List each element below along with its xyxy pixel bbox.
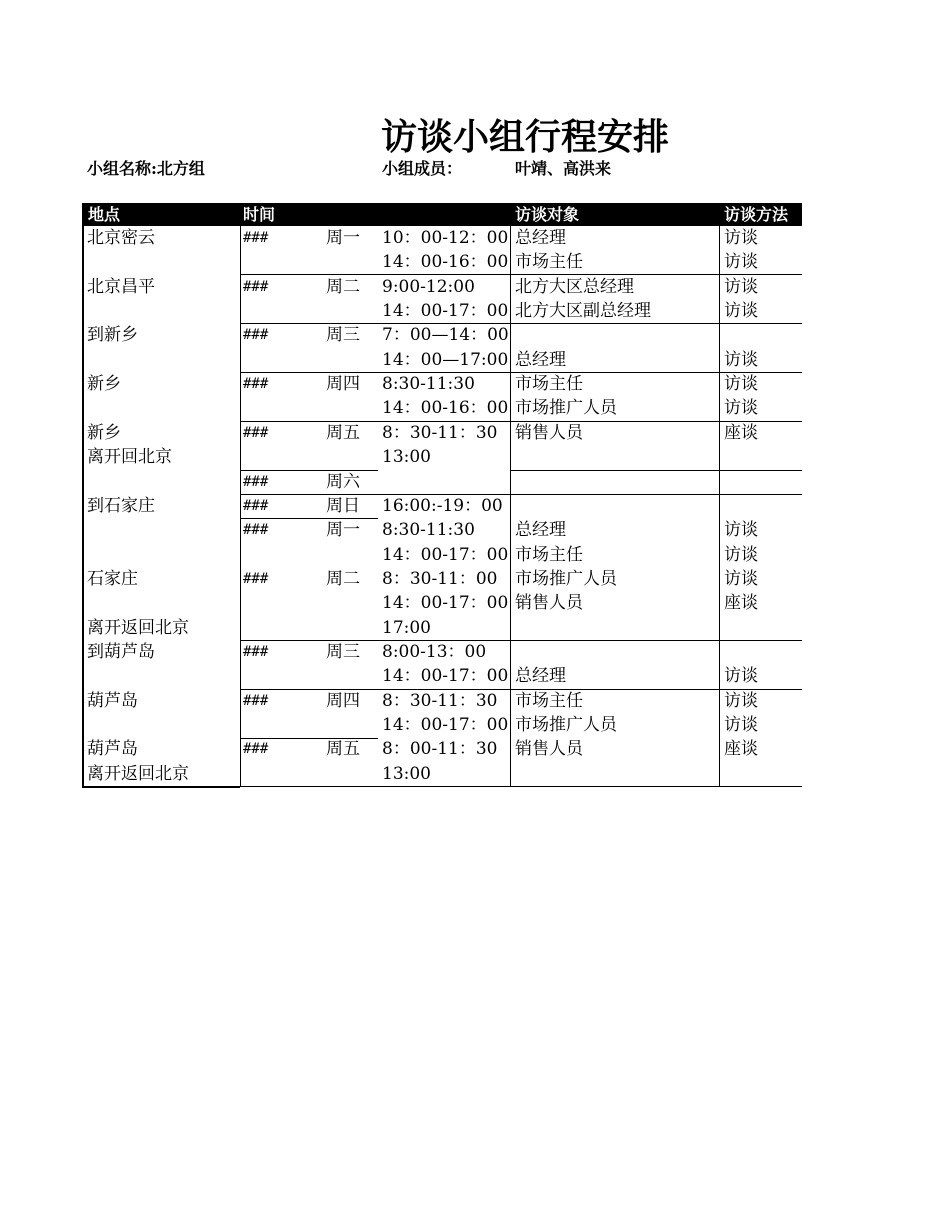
cell-time: 10：00-12：00 [382,228,509,248]
grid-line [510,226,511,787]
cell-weekday: 周二 [326,568,360,589]
cell-date: ### [243,570,269,587]
cell-place: 北京昌平 [87,276,155,297]
cell-method: 座谈 [724,739,758,760]
cell-target: 总经理 [515,228,566,248]
grid-line [510,470,802,471]
cell-target: 北方大区总经理 [515,276,634,297]
cell-method: 访谈 [724,715,758,735]
cell-time: 14：00-16：00 [382,398,509,419]
cell-weekday: 周一 [326,520,360,541]
cell-method: 访谈 [724,398,758,419]
cell-method: 访谈 [724,568,758,589]
cell-time: 8：30-11：00 [382,568,498,589]
cell-target: 市场主任 [515,690,583,711]
cell-date: ### [243,473,269,490]
cell-time: 14：00—17:00 [382,349,509,370]
cell-weekday: 周五 [326,739,360,760]
cell-time: 13:00 [382,763,431,784]
cell-date: ### [243,692,269,709]
cell-weekday: 周六 [326,471,360,492]
cell-time: 14：00-17：00 [382,715,509,735]
cell-target: 销售人员 [515,739,583,760]
cell-time: 8:30-11:30 [382,520,475,541]
cell-date: ### [243,643,269,660]
cell-weekday: 周一 [326,228,360,248]
cell-target: 总经理 [515,349,566,370]
cell-time: 8：30-11：30 [382,422,498,443]
cell-method: 访谈 [724,252,758,273]
cell-place: 北京密云 [87,228,155,248]
cell-weekday: 周二 [326,276,360,297]
cell-place: 石家庄 [87,568,138,589]
cell-target: 总经理 [515,520,566,541]
cell-date: ### [243,741,269,758]
cell-place: 离开返回北京 [87,617,189,638]
page-title: 访谈小组行程安排 [381,116,670,158]
cell-target: 总经理 [515,666,566,687]
cell-time: 16:00:-19：00 [382,495,503,516]
grid-line [240,470,378,471]
grid-line [240,323,802,324]
cell-time: 13:00 [382,447,431,468]
cell-target: 销售人员 [515,593,583,614]
grid-line [240,226,241,787]
cell-date: ### [243,230,269,246]
table-header [83,203,802,226]
cell-target: 销售人员 [515,422,583,443]
cell-place: 到石家庄 [87,495,155,516]
header-method: 访谈方法 [724,205,789,224]
cell-target: 市场推广人员 [515,568,617,589]
cell-weekday: 周四 [326,374,360,395]
cell-method: 访谈 [724,301,758,322]
cell-method: 访谈 [724,374,758,395]
grid-line [240,738,378,739]
cell-time: 7：00—14：00 [382,325,509,346]
cell-target: 市场推广人员 [515,398,617,419]
grid-line [240,494,802,495]
cell-weekday: 周日 [326,495,360,516]
cell-place: 新乡 [87,374,121,395]
group-name: 小组名称:北方组 [87,159,205,178]
cell-place: 到葫芦岛 [87,641,155,662]
cell-place: 离开返回北京 [87,763,189,784]
cell-method: 访谈 [724,228,758,248]
cell-time: 14：00-17：00 [382,301,509,322]
cell-method: 访谈 [724,520,758,541]
cell-target: 北方大区副总经理 [515,301,651,322]
cell-target: 市场主任 [515,374,583,395]
grid-line [240,689,802,690]
cell-time: 14：00-17：00 [382,666,509,687]
cell-method: 访谈 [724,666,758,687]
cell-date: ### [243,497,269,514]
cell-date: ### [243,327,269,344]
cell-time: 17:00 [382,617,431,638]
grid-line [240,421,802,422]
cell-place: 新乡 [87,422,121,443]
cell-weekday: 周三 [326,641,360,662]
members-label: 小组成员： [382,159,463,178]
cell-target: 市场主任 [515,252,583,273]
cell-method: 访谈 [724,349,758,370]
cell-time: 14：00-16：00 [382,252,509,273]
cell-time: 8：00-11：30 [382,739,498,760]
table-border [82,786,240,788]
table-border [82,203,84,788]
cell-date: ### [243,278,269,295]
cell-time: 14：00-17：00 [382,544,509,565]
grid-line [719,226,720,787]
cell-time: 8:30-11:30 [382,374,475,395]
cell-method: 访谈 [724,276,758,297]
grid-line [240,372,802,373]
cell-weekday: 周五 [326,422,360,443]
cell-weekday: 周三 [326,325,360,346]
cell-weekday: 周四 [326,690,360,711]
cell-method: 座谈 [724,593,758,614]
cell-target: 市场推广人员 [515,715,617,735]
grid-line [240,274,802,275]
cell-place: 到新乡 [87,325,138,346]
cell-date: ### [243,424,269,441]
header-time: 时间 [243,205,276,224]
cell-place: 葫芦岛 [87,690,138,711]
cell-time: 9:00-12:00 [382,276,475,297]
cell-method: 访谈 [724,544,758,565]
cell-date: ### [243,376,269,393]
cell-time: 14：00-17：00 [382,593,509,614]
header-place: 地点 [88,205,121,224]
grid-line [240,640,802,641]
grid-line [240,518,378,519]
cell-method: 座谈 [724,422,758,443]
cell-place: 离开回北京 [87,447,172,468]
cell-time: 8：30-11：30 [382,690,498,711]
members-value: 叶靖、高洪来 [515,159,612,178]
cell-place: 葫芦岛 [87,739,138,760]
grid-line [240,786,802,787]
cell-time: 8:00-13：00 [382,641,487,662]
cell-method: 访谈 [724,690,758,711]
cell-date: ### [243,522,269,539]
cell-target: 市场主任 [515,544,583,565]
header-target: 访谈对象 [515,205,580,224]
